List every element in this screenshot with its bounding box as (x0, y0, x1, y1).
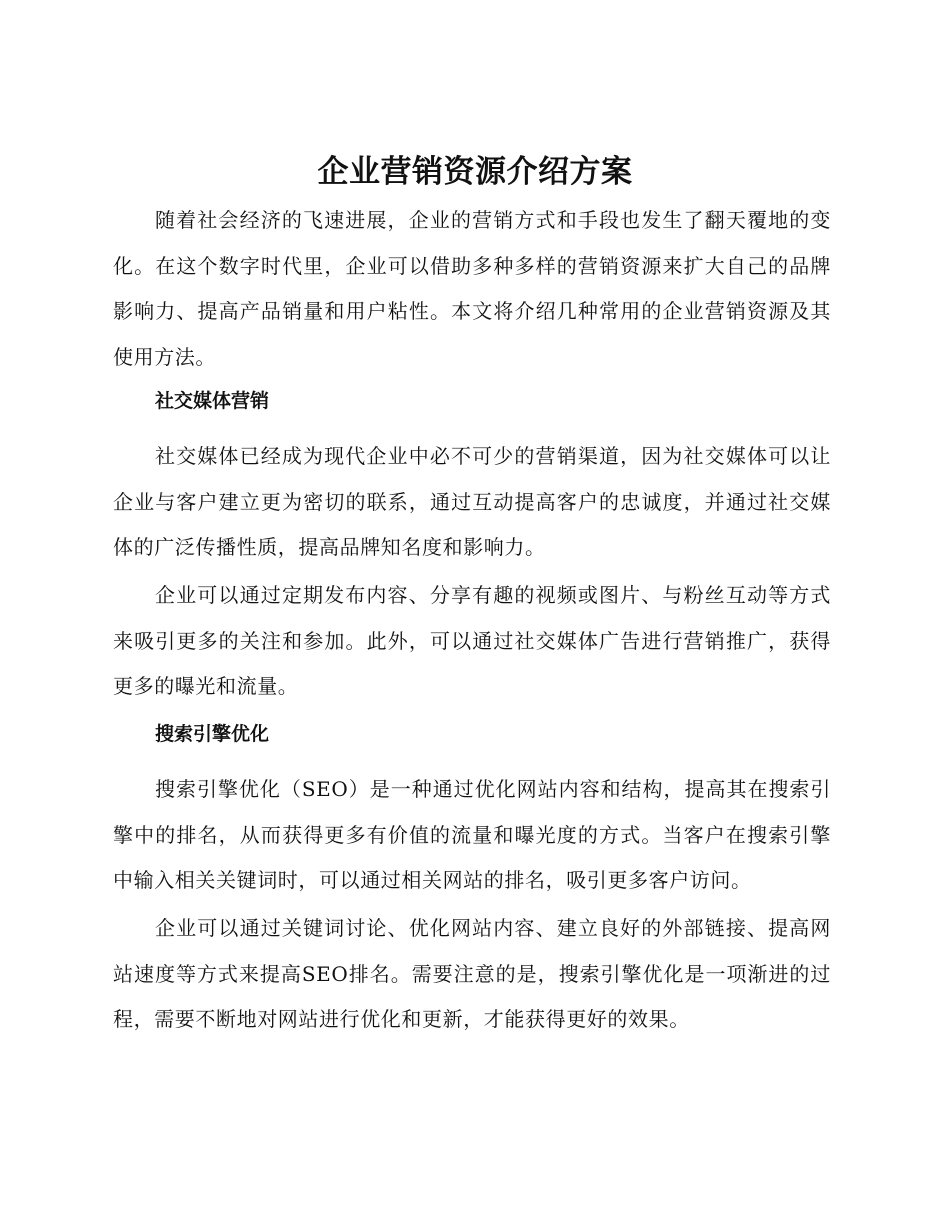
section-heading-seo: 搜索引擎优化 (155, 723, 270, 745)
social-media-paragraph-2: 企业可以通过定期发布内容、分享有趣的视频或图片、与粉丝互动等方式来吸引更多的关注和参加。此外，可以通过社交媒体广告进行营销推广，获得更多的曝光和流量。 (113, 583, 831, 698)
seo-paragraph-1: 搜索引擎优化（SEO）是一种通过优化网站内容和结构，提高其在搜索引擎中的排名，从而获得更多有价值的流量和曝光度的方式。当客户在搜索引擎中输入相关关键词时，可以通过相关网站的排名，吸引更多客户访问。 (113, 777, 831, 892)
document-title: 企业营销资源介绍方案 (317, 154, 633, 190)
seo-paragraph-2: 企业可以通过关键词讨论、优化网站内容、建立良好的外部链接、提高网站速度等方式来提高SEO排名。需要注意的是，搜索引擎优化是一项渐进的过程，需要不断地对网站进行优化和更新，才能获得更好的效果。 (113, 916, 831, 1031)
social-media-paragraph-1: 社交媒体已经成为现代企业中必不可少的营销渠道，因为社交媒体可以让企业与客户建立更为密切的联系，通过互动提高客户的忠诚度，并通过社交媒体的广泛传播性质，提高品牌知名度和影响力。 (113, 444, 831, 559)
intro-paragraph: 随着社会经济的飞速进展，企业的营销方式和手段也发生了翻天覆地的变化。在这个数字时代里，企业可以借助多种多样的营销资源来扩大自己的品牌影响力、提高产品销量和用户粘性。本文将介绍几种常用的企业营销资源及其使用方法。 (113, 208, 831, 369)
section-heading-social-media: 社交媒体营销 (155, 390, 270, 412)
